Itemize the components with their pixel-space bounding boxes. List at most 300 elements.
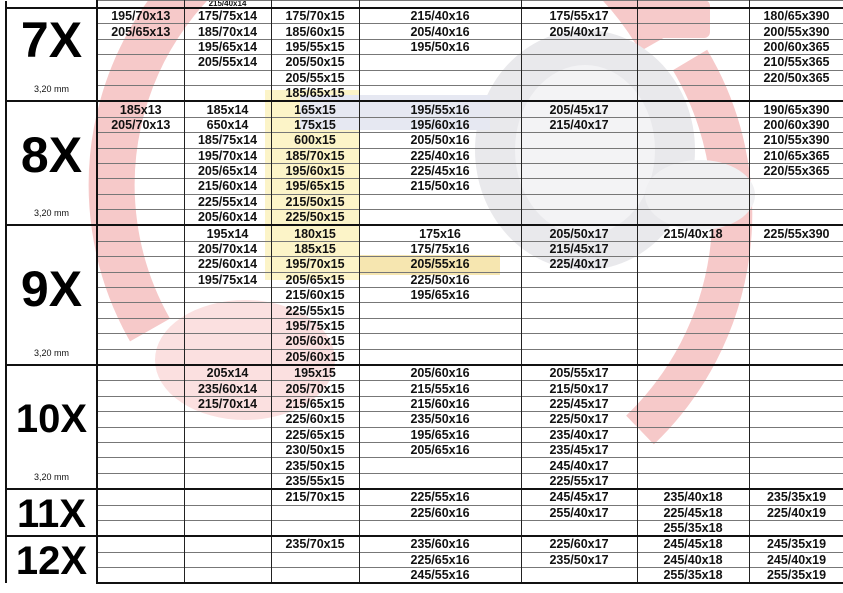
size-cell — [97, 179, 184, 194]
size-cell — [97, 536, 184, 552]
model-7x-label — [6, 8, 97, 101]
size-cell: 235/60x16 — [359, 536, 521, 552]
size-cell — [359, 303, 521, 318]
size-cell: 225/55x390 — [749, 225, 843, 241]
size-cell: 225/45x16 — [359, 163, 521, 178]
size-cell — [184, 334, 271, 349]
size-cell — [97, 225, 184, 241]
size-cell: 195x15 — [271, 365, 359, 381]
size-cell: 205/50x15 — [271, 55, 359, 70]
size-cell: 195/65x14 — [184, 39, 271, 54]
table-row — [6, 70, 843, 85]
size-cell — [184, 520, 271, 536]
size-cell — [637, 334, 749, 349]
size-cell — [637, 473, 749, 489]
table-row — [6, 241, 843, 256]
size-cell — [637, 39, 749, 54]
size-cell — [521, 70, 637, 85]
size-cell: 195/55x16 — [359, 101, 521, 117]
size-cell: 235/70x15 — [271, 536, 359, 552]
size-cell — [637, 288, 749, 303]
table-row — [6, 568, 843, 584]
size-cell: 235/50x15 — [271, 458, 359, 473]
table-row — [6, 473, 843, 489]
size-cell: 215/50x17 — [521, 381, 637, 396]
size-cell — [749, 458, 843, 473]
size-cell: 175/75x14 — [184, 8, 271, 24]
size-cell: 205/55x16 — [359, 257, 521, 272]
size-cell: 205/40x16 — [359, 24, 521, 39]
table-row — [6, 24, 843, 39]
size-cell: 205/60x15 — [271, 349, 359, 365]
size-cell — [637, 24, 749, 39]
table-row — [6, 412, 843, 427]
table-row — [6, 8, 843, 24]
size-cell — [359, 194, 521, 209]
size-cell — [637, 70, 749, 85]
size-cell: 195/65x16 — [359, 288, 521, 303]
table-row — [6, 396, 843, 411]
size-cell: 205/55x14 — [184, 55, 271, 70]
size-cell: 650x14 — [184, 117, 271, 132]
table-row — [6, 318, 843, 333]
size-cell — [637, 148, 749, 163]
size-cell: 215/40x16 — [359, 8, 521, 24]
model-11x-label — [6, 489, 97, 536]
size-cell: 225/55x14 — [184, 194, 271, 209]
size-cell — [359, 473, 521, 489]
table-row — [6, 458, 843, 473]
model-name: 9X — [20, 261, 83, 318]
size-cell: 215/40x17 — [521, 117, 637, 132]
size-cell — [637, 8, 749, 24]
size-cell — [97, 70, 184, 85]
size-cell: 225/40x17 — [521, 257, 637, 272]
chain-thickness: 3,20 mm — [33, 208, 69, 219]
size-cell: 225/60x14 — [184, 257, 271, 272]
size-cell — [359, 458, 521, 473]
model-name: 10X — [15, 396, 88, 441]
size-cell — [749, 241, 843, 256]
size-cell — [359, 85, 521, 101]
size-cell — [749, 334, 843, 349]
size-cell — [97, 489, 184, 505]
size-cell: 255/35x18 — [637, 568, 749, 584]
size-cell: 215/40x18 — [637, 225, 749, 241]
table-row — [6, 505, 843, 520]
size-cell: 225/50x16 — [359, 272, 521, 287]
size-cell — [521, 179, 637, 194]
table-row — [6, 210, 843, 226]
size-cell: 215/40x14 — [184, 1, 271, 9]
size-cell — [749, 179, 843, 194]
size-cell — [637, 318, 749, 333]
size-cell: 205/60x15 — [271, 334, 359, 349]
size-cell: 185/60x15 — [271, 24, 359, 39]
size-cell: 220/55x365 — [749, 163, 843, 178]
size-cell — [184, 489, 271, 505]
size-cell — [359, 55, 521, 70]
size-cell — [184, 349, 271, 365]
table-row — [6, 552, 843, 567]
table-row — [6, 288, 843, 303]
model-9x-label — [6, 225, 97, 365]
size-cell: 245/40x19 — [749, 552, 843, 567]
size-cell: 195/70x14 — [184, 148, 271, 163]
size-cell — [359, 318, 521, 333]
chain-thickness: 3,20 mm — [33, 84, 69, 95]
size-cell: 225/40x19 — [749, 505, 843, 520]
size-cell: 225/55x15 — [271, 303, 359, 318]
size-cell — [637, 427, 749, 442]
size-cell — [637, 179, 749, 194]
size-cell: 195/50x16 — [359, 39, 521, 54]
size-cell — [359, 349, 521, 365]
size-cell — [184, 412, 271, 427]
size-cell: 230/50x15 — [271, 442, 359, 457]
size-cell — [749, 210, 843, 226]
size-cell — [97, 520, 184, 536]
size-cell — [97, 412, 184, 427]
size-cell: 175x16 — [359, 225, 521, 241]
size-cell: 165x15 — [271, 101, 359, 117]
size-cell — [749, 365, 843, 381]
size-cell — [749, 473, 843, 489]
size-cell: 225/60x16 — [359, 505, 521, 520]
size-cell — [97, 303, 184, 318]
size-cell: 205/50x16 — [359, 133, 521, 148]
size-cell: 205/65x13 — [97, 24, 184, 39]
size-cell — [97, 427, 184, 442]
size-cell — [637, 381, 749, 396]
size-cell — [184, 458, 271, 473]
size-cell: 205/40x17 — [521, 24, 637, 39]
size-cell — [521, 148, 637, 163]
table-row — [6, 442, 843, 457]
size-cell — [359, 210, 521, 226]
size-cell: 235/50x17 — [521, 552, 637, 567]
size-cell — [97, 55, 184, 70]
size-cell — [97, 396, 184, 411]
size-cell — [521, 163, 637, 178]
size-cell: 205x14 — [184, 365, 271, 381]
size-cell: 195/60x16 — [359, 117, 521, 132]
size-cell — [637, 101, 749, 117]
size-cell — [521, 318, 637, 333]
size-cell — [97, 458, 184, 473]
size-cell: 225/60x15 — [271, 412, 359, 427]
table-row — [6, 133, 843, 148]
size-cell — [637, 117, 749, 132]
size-cell — [184, 318, 271, 333]
size-cell: 225/65x15 — [271, 427, 359, 442]
size-cell: 600x15 — [271, 133, 359, 148]
size-cell: 225/55x17 — [521, 473, 637, 489]
size-cell: 200/60x390 — [749, 117, 843, 132]
size-cell — [749, 427, 843, 442]
size-cell: 255/35x18 — [637, 520, 749, 536]
size-cell — [97, 552, 184, 567]
size-cell — [637, 412, 749, 427]
size-cell: 205/65x16 — [359, 442, 521, 457]
size-cell — [521, 39, 637, 54]
size-cell: 235/40x17 — [521, 427, 637, 442]
size-cell — [97, 194, 184, 209]
size-cell: 245/40x17 — [521, 458, 637, 473]
size-cell: 245/45x17 — [521, 489, 637, 505]
size-cell — [97, 85, 184, 101]
size-cell — [637, 194, 749, 209]
size-cell: 185/75x14 — [184, 133, 271, 148]
size-cell — [97, 505, 184, 520]
size-cell — [637, 85, 749, 101]
size-cell — [97, 272, 184, 287]
size-cell — [184, 70, 271, 85]
table-row — [6, 536, 843, 552]
size-cell — [521, 133, 637, 148]
size-cell: 205/65x15 — [271, 272, 359, 287]
table-row — [6, 225, 843, 241]
size-cell — [637, 365, 749, 381]
size-cell: 185x14 — [184, 101, 271, 117]
size-cell: 195/75x15 — [271, 318, 359, 333]
size-cell — [749, 381, 843, 396]
size-cell — [749, 272, 843, 287]
size-cell: 245/45x18 — [637, 536, 749, 552]
size-cell — [749, 303, 843, 318]
chain-thickness: 3,20 mm — [33, 347, 69, 358]
size-cell: 185x15 — [271, 241, 359, 256]
size-cell — [359, 334, 521, 349]
table-row — [6, 55, 843, 70]
size-cell — [97, 39, 184, 54]
size-cell: 195x14 — [184, 225, 271, 241]
size-cell: 215/50x15 — [271, 194, 359, 209]
size-cell: 235/45x17 — [521, 442, 637, 457]
size-cell: 185x13 — [97, 101, 184, 117]
size-cell — [521, 349, 637, 365]
size-cell — [521, 288, 637, 303]
model-name: 12X — [15, 539, 88, 584]
table-row — [6, 427, 843, 442]
size-cell: 195/60x15 — [271, 163, 359, 178]
size-cell: 210/65x365 — [749, 148, 843, 163]
size-cell — [184, 568, 271, 584]
size-cell — [271, 568, 359, 584]
table-row — [6, 85, 843, 101]
size-cell: 175/75x16 — [359, 241, 521, 256]
size-cell — [637, 133, 749, 148]
size-cell — [97, 241, 184, 256]
size-cell — [637, 442, 749, 457]
chain-thickness: 3,20 mm — [33, 472, 69, 483]
size-cell — [749, 349, 843, 365]
size-cell — [637, 396, 749, 411]
size-cell: 205/70x14 — [184, 241, 271, 256]
size-cell: 180/65x390 — [749, 8, 843, 24]
size-cell — [521, 520, 637, 536]
size-cell — [97, 473, 184, 489]
size-cell: 225/60x17 — [521, 536, 637, 552]
table-row — [6, 117, 843, 132]
size-cell — [97, 210, 184, 226]
size-cell — [749, 318, 843, 333]
size-cell — [184, 288, 271, 303]
size-cell: 225/50x15 — [271, 210, 359, 226]
size-cell — [359, 70, 521, 85]
table-row — [6, 489, 843, 505]
table-row — [6, 334, 843, 349]
size-cell — [749, 85, 843, 101]
size-cell — [521, 272, 637, 287]
size-cell: 185/70x15 — [271, 148, 359, 163]
size-cell — [97, 133, 184, 148]
size-cell: 220/50x365 — [749, 70, 843, 85]
size-cell — [97, 257, 184, 272]
size-cell — [521, 334, 637, 349]
size-cell: 255/35x19 — [749, 568, 843, 584]
size-cell: 215/60x14 — [184, 179, 271, 194]
size-cell — [637, 349, 749, 365]
size-cell: 235/60x14 — [184, 381, 271, 396]
size-cell — [637, 458, 749, 473]
size-cell: 185/70x14 — [184, 24, 271, 39]
size-cell — [97, 148, 184, 163]
size-cell: 205/45x17 — [521, 101, 637, 117]
size-cell: 205/70x15 — [271, 381, 359, 396]
size-cell — [97, 318, 184, 333]
size-cell: 225/45x18 — [637, 505, 749, 520]
size-cell: 245/35x19 — [749, 536, 843, 552]
size-cell — [97, 442, 184, 457]
table-row — [6, 194, 843, 209]
size-cell — [184, 85, 271, 101]
size-cell: 255/40x17 — [521, 505, 637, 520]
size-cell: 205/60x14 — [184, 210, 271, 226]
size-cell: 225/50x17 — [521, 412, 637, 427]
size-cell: 180x15 — [271, 225, 359, 241]
size-cell — [521, 194, 637, 209]
size-cell: 215/65x15 — [271, 396, 359, 411]
size-cell: 175/70x15 — [271, 8, 359, 24]
size-cell: 205/70x13 — [97, 117, 184, 132]
size-cell — [97, 365, 184, 381]
size-cell: 205/60x16 — [359, 365, 521, 381]
table-row — [6, 101, 843, 117]
size-cell: 235/35x19 — [749, 489, 843, 505]
size-cell — [271, 552, 359, 567]
size-cell: 245/40x18 — [637, 552, 749, 567]
size-cell: 215/55x16 — [359, 381, 521, 396]
size-cell — [521, 210, 637, 226]
size-cell: 195/70x13 — [97, 8, 184, 24]
size-cell: 235/40x18 — [637, 489, 749, 505]
tire-size-chart — [5, 0, 843, 584]
table-row — [6, 365, 843, 381]
size-cell — [184, 505, 271, 520]
size-cell: 210/55x365 — [749, 55, 843, 70]
table-row — [6, 272, 843, 287]
table-row — [6, 257, 843, 272]
size-cell — [637, 303, 749, 318]
size-cell — [184, 536, 271, 552]
size-cell — [521, 568, 637, 584]
size-cell — [184, 473, 271, 489]
size-cell — [521, 303, 637, 318]
size-cell: 205/55x15 — [271, 70, 359, 85]
table-row — [6, 163, 843, 178]
size-cell — [637, 257, 749, 272]
size-cell: 225/40x16 — [359, 148, 521, 163]
size-cell — [97, 349, 184, 365]
size-cell — [184, 552, 271, 567]
size-cell: 215/45x17 — [521, 241, 637, 256]
size-cell: 195/75x14 — [184, 272, 271, 287]
size-cell: 215/60x16 — [359, 396, 521, 411]
size-cell — [97, 381, 184, 396]
size-cell: 195/55x15 — [271, 39, 359, 54]
size-cell: 225/55x16 — [359, 489, 521, 505]
table-row — [6, 349, 843, 365]
size-cell — [637, 241, 749, 256]
size-cell — [749, 412, 843, 427]
size-cell: 215/70x15 — [271, 489, 359, 505]
size-cell: 225/45x17 — [521, 396, 637, 411]
size-cell — [637, 272, 749, 287]
size-cell — [359, 520, 521, 536]
size-cell: 195/70x15 — [271, 257, 359, 272]
model-name: 7X — [20, 12, 83, 68]
size-cell — [521, 55, 637, 70]
size-cell: 225/65x16 — [359, 552, 521, 567]
model-name: 8X — [20, 127, 83, 184]
size-cell — [749, 257, 843, 272]
table-row — [6, 39, 843, 54]
size-cell: 245/55x16 — [359, 568, 521, 584]
size-cell — [749, 288, 843, 303]
size-cell — [184, 442, 271, 457]
size-cell — [749, 396, 843, 411]
size-cell: 215/70x14 — [184, 396, 271, 411]
size-cell — [97, 568, 184, 584]
size-cell: 235/55x15 — [271, 473, 359, 489]
size-cell: 205/65x14 — [184, 163, 271, 178]
size-cell — [97, 163, 184, 178]
size-table — [5, 0, 843, 584]
size-cell — [637, 163, 749, 178]
size-cell: 215/60x15 — [271, 288, 359, 303]
size-cell: 195/65x16 — [359, 427, 521, 442]
size-cell: 175/55x17 — [521, 8, 637, 24]
size-cell: 185/65x15 — [271, 85, 359, 101]
size-cell — [749, 442, 843, 457]
table-row — [6, 303, 843, 318]
size-cell: 205/50x17 — [521, 225, 637, 241]
size-cell: 195/65x15 — [271, 179, 359, 194]
size-cell — [521, 85, 637, 101]
cut-row — [6, 1, 843, 9]
size-cell: 235/50x16 — [359, 412, 521, 427]
table-row — [6, 520, 843, 536]
size-cell — [637, 55, 749, 70]
table-row — [6, 381, 843, 396]
model-name: 11X — [17, 492, 86, 537]
size-cell — [749, 194, 843, 209]
model-8x-label — [6, 101, 97, 225]
size-cell: 200/60x365 — [749, 39, 843, 54]
model-10x-label — [6, 365, 97, 489]
size-cell: 215/50x16 — [359, 179, 521, 194]
